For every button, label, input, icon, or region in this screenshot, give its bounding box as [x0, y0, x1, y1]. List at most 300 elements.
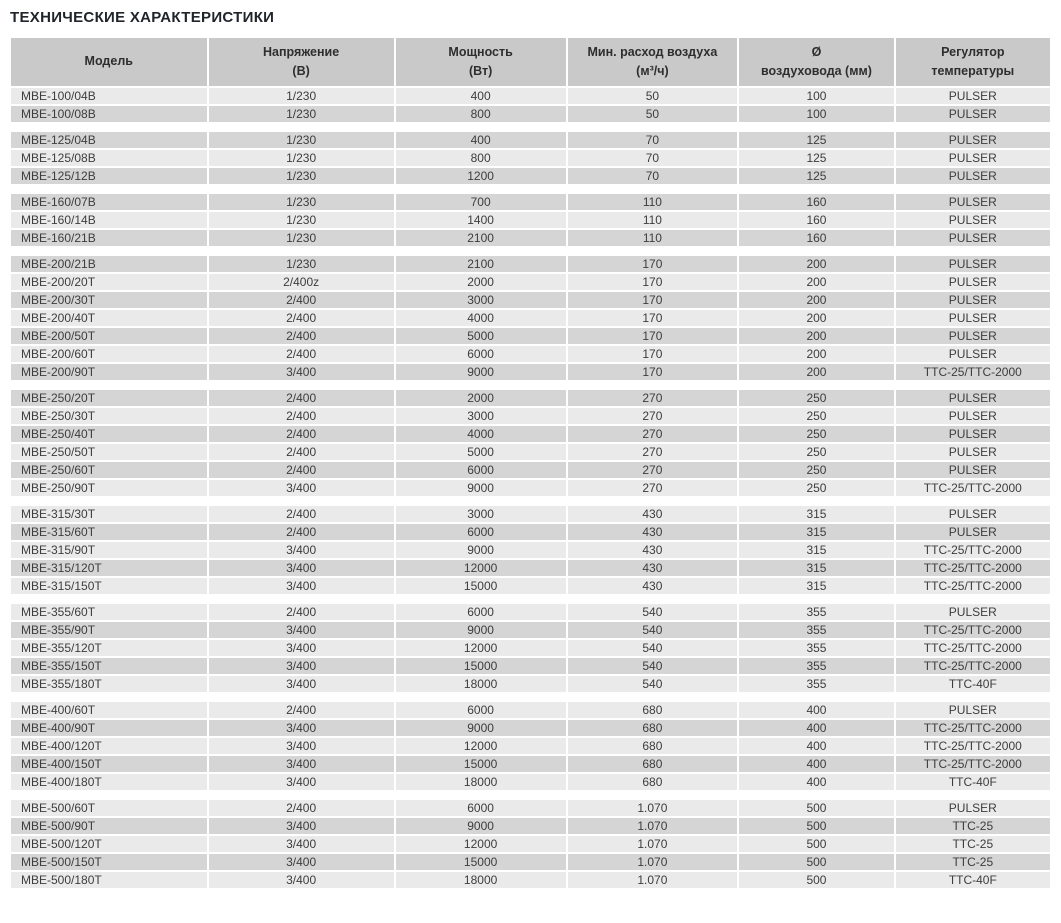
cell-power: 9000: [396, 364, 566, 380]
cell-temp-regulator: PULSER: [896, 390, 1050, 406]
cell-model: MBE-355/90T: [11, 622, 207, 638]
cell-duct-diameter: 200: [739, 256, 893, 272]
cell-min-airflow: 170: [568, 364, 738, 380]
cell-model: MBE-500/180T: [11, 872, 207, 888]
col-header-model: [11, 38, 207, 86]
table-row: [11, 542, 1050, 558]
cell-duct-diameter: 125: [739, 168, 893, 184]
cell-duct-diameter: 250: [739, 480, 893, 496]
cell-power: 800: [396, 150, 566, 166]
cell-model: MBE-315/90T: [11, 542, 207, 558]
cell-duct-diameter: 160: [739, 212, 893, 228]
cell-temp-regulator: PULSER: [896, 462, 1050, 478]
cell-temp-regulator: TTC-25/TTC-2000: [896, 578, 1050, 594]
cell-model: MBE-200/50T: [11, 328, 207, 344]
cell-min-airflow: 270: [568, 408, 738, 424]
cell-power: 6000: [396, 346, 566, 362]
col-header-power-label: Мощность: [448, 45, 513, 59]
cell-duct-diameter: 355: [739, 658, 893, 674]
cell-model: MBE-250/30T: [11, 408, 207, 424]
table-row: [11, 756, 1050, 772]
cell-duct-diameter: 500: [739, 836, 893, 852]
cell-min-airflow: 540: [568, 640, 738, 656]
table-row: [11, 524, 1050, 540]
cell-voltage: 2/400: [209, 506, 394, 522]
header-row: [11, 38, 1050, 86]
cell-power: 6000: [396, 702, 566, 718]
cell-temp-regulator: PULSER: [896, 310, 1050, 326]
cell-voltage: 2/400: [209, 292, 394, 308]
table-row: [11, 702, 1050, 718]
col-header-voltage: [209, 38, 394, 86]
cell-duct-diameter: 400: [739, 756, 893, 772]
cell-model: MBE-355/150T: [11, 658, 207, 674]
cell-temp-regulator: PULSER: [896, 150, 1050, 166]
col-header-temp-regulator-label: Регулятор: [941, 45, 1005, 59]
cell-min-airflow: 540: [568, 676, 738, 692]
cell-voltage: 2/400z: [209, 274, 394, 290]
cell-model: MBE-400/90T: [11, 720, 207, 736]
cell-voltage: 2/400: [209, 524, 394, 540]
cell-temp-regulator: PULSER: [896, 274, 1050, 290]
cell-min-airflow: 270: [568, 444, 738, 460]
table-row: [11, 168, 1050, 184]
cell-temp-regulator: PULSER: [896, 328, 1050, 344]
cell-power: 15000: [396, 756, 566, 772]
cell-min-airflow: 1.070: [568, 854, 738, 870]
table-row: [11, 658, 1050, 674]
table-row: [11, 292, 1050, 308]
table-row: [11, 256, 1050, 272]
cell-min-airflow: 540: [568, 604, 738, 620]
table-row: [11, 274, 1050, 290]
cell-voltage: 3/400: [209, 364, 394, 380]
table-row: [11, 346, 1050, 362]
page: [0, 9, 1061, 890]
cell-temp-regulator: PULSER: [896, 444, 1050, 460]
table-row: [11, 854, 1050, 870]
cell-model: MBE-400/60T: [11, 702, 207, 718]
cell-temp-regulator: PULSER: [896, 106, 1050, 122]
cell-temp-regulator: PULSER: [896, 230, 1050, 246]
cell-duct-diameter: 355: [739, 640, 893, 656]
specs-table: [9, 36, 1052, 890]
cell-power: 6000: [396, 604, 566, 620]
cell-model: MBE-200/60T: [11, 346, 207, 362]
cell-voltage: 3/400: [209, 640, 394, 656]
cell-power: 3000: [396, 506, 566, 522]
table-row: [11, 578, 1050, 594]
table-row: [11, 444, 1050, 460]
cell-min-airflow: 110: [568, 212, 738, 228]
cell-min-airflow: 540: [568, 622, 738, 638]
cell-duct-diameter: 400: [739, 738, 893, 754]
col-header-min-airflow-sub: (м³/ч): [636, 63, 669, 78]
page-title: ТЕХНИЧЕСКИЕ ХАРАКТЕРИСТИКИ: [10, 9, 275, 26]
cell-voltage: 1/230: [209, 194, 394, 210]
cell-min-airflow: 680: [568, 738, 738, 754]
col-header-duct-diameter-sub: воздуховода (мм): [761, 63, 872, 78]
cell-voltage: 1/230: [209, 230, 394, 246]
cell-model: MBE-100/04B: [11, 88, 207, 104]
cell-min-airflow: 170: [568, 346, 738, 362]
group-gap-cell: [11, 124, 1050, 130]
cell-duct-diameter: 100: [739, 106, 893, 122]
cell-voltage: 3/400: [209, 658, 394, 674]
cell-temp-regulator: PULSER: [896, 212, 1050, 228]
cell-voltage: 1/230: [209, 132, 394, 148]
cell-min-airflow: 1.070: [568, 872, 738, 888]
cell-duct-diameter: 200: [739, 310, 893, 326]
cell-voltage: 3/400: [209, 836, 394, 852]
cell-power: 9000: [396, 622, 566, 638]
cell-duct-diameter: 315: [739, 506, 893, 522]
cell-power: 12000: [396, 836, 566, 852]
table-row: [11, 390, 1050, 406]
cell-duct-diameter: 100: [739, 88, 893, 104]
cell-model: MBE-200/30T: [11, 292, 207, 308]
cell-min-airflow: 170: [568, 310, 738, 326]
table-row: [11, 194, 1050, 210]
cell-power: 800: [396, 106, 566, 122]
cell-temp-regulator: TTC-25/TTC-2000: [896, 720, 1050, 736]
cell-min-airflow: 50: [568, 88, 738, 104]
cell-min-airflow: 430: [568, 578, 738, 594]
cell-model: MBE-160/07B: [11, 194, 207, 210]
col-header-temp-regulator: [896, 38, 1050, 86]
cell-min-airflow: 110: [568, 230, 738, 246]
cell-duct-diameter: 200: [739, 328, 893, 344]
table-row: [11, 408, 1050, 424]
cell-power: 18000: [396, 774, 566, 790]
cell-power: 3000: [396, 292, 566, 308]
cell-power: 18000: [396, 676, 566, 692]
table-row: [11, 800, 1050, 816]
group-gap-cell: [11, 248, 1050, 254]
cell-voltage: 3/400: [209, 756, 394, 772]
cell-power: 1400: [396, 212, 566, 228]
cell-voltage: 2/400: [209, 310, 394, 326]
cell-duct-diameter: 250: [739, 462, 893, 478]
cell-power: 12000: [396, 560, 566, 576]
group-gap: [11, 694, 1050, 700]
cell-model: MBE-200/40T: [11, 310, 207, 326]
cell-duct-diameter: 400: [739, 720, 893, 736]
cell-power: 2000: [396, 274, 566, 290]
cell-voltage: 2/400: [209, 408, 394, 424]
cell-temp-regulator: PULSER: [896, 408, 1050, 424]
cell-min-airflow: 270: [568, 390, 738, 406]
col-header-min-airflow-label: Мин. расход воздуха: [587, 45, 718, 59]
table-row: [11, 836, 1050, 852]
cell-duct-diameter: 315: [739, 524, 893, 540]
cell-temp-regulator: TTC-25/TTC-2000: [896, 364, 1050, 380]
col-header-power-sub: (Вт): [468, 63, 493, 78]
cell-model: MBE-355/60T: [11, 604, 207, 620]
table-row: [11, 640, 1050, 656]
cell-voltage: 3/400: [209, 578, 394, 594]
cell-power: 5000: [396, 444, 566, 460]
cell-temp-regulator: TTC-25/TTC-2000: [896, 480, 1050, 496]
cell-model: MBE-355/180T: [11, 676, 207, 692]
cell-power: 15000: [396, 854, 566, 870]
cell-min-airflow: 1.070: [568, 800, 738, 816]
cell-duct-diameter: 315: [739, 542, 893, 558]
cell-min-airflow: 270: [568, 480, 738, 496]
cell-model: MBE-400/150T: [11, 756, 207, 772]
cell-power: 9000: [396, 720, 566, 736]
cell-temp-regulator: PULSER: [896, 800, 1050, 816]
cell-temp-regulator: PULSER: [896, 604, 1050, 620]
cell-voltage: 3/400: [209, 542, 394, 558]
cell-min-airflow: 430: [568, 560, 738, 576]
cell-duct-diameter: 500: [739, 800, 893, 816]
cell-voltage: 3/400: [209, 872, 394, 888]
cell-min-airflow: 680: [568, 774, 738, 790]
cell-temp-regulator: PULSER: [896, 346, 1050, 362]
cell-model: MBE-125/04B: [11, 132, 207, 148]
cell-temp-regulator: TTC-25: [896, 836, 1050, 852]
cell-min-airflow: 70: [568, 132, 738, 148]
table-row: [11, 150, 1050, 166]
cell-voltage: 3/400: [209, 774, 394, 790]
cell-temp-regulator: TTC-25: [896, 818, 1050, 834]
cell-voltage: 1/230: [209, 150, 394, 166]
cell-power: 6000: [396, 800, 566, 816]
cell-duct-diameter: 250: [739, 408, 893, 424]
cell-duct-diameter: 160: [739, 230, 893, 246]
cell-min-airflow: 540: [568, 658, 738, 674]
table-row: [11, 720, 1050, 736]
cell-power: 2100: [396, 256, 566, 272]
col-header-min-airflow: [568, 38, 738, 86]
cell-power: 5000: [396, 328, 566, 344]
group-gap: [11, 498, 1050, 504]
group-gap-cell: [11, 694, 1050, 700]
table-row: [11, 462, 1050, 478]
cell-min-airflow: 110: [568, 194, 738, 210]
cell-model: MBE-200/20T: [11, 274, 207, 290]
table-row: [11, 88, 1050, 104]
cell-min-airflow: 70: [568, 150, 738, 166]
cell-min-airflow: 170: [568, 274, 738, 290]
cell-power: 4000: [396, 310, 566, 326]
cell-duct-diameter: 250: [739, 444, 893, 460]
cell-voltage: 2/400: [209, 800, 394, 816]
table-row: [11, 310, 1050, 326]
cell-temp-regulator: TTC-25/TTC-2000: [896, 542, 1050, 558]
cell-voltage: 2/400: [209, 426, 394, 442]
cell-power: 4000: [396, 426, 566, 442]
cell-power: 15000: [396, 658, 566, 674]
cell-min-airflow: 1.070: [568, 818, 738, 834]
cell-model: MBE-250/40T: [11, 426, 207, 442]
cell-temp-regulator: PULSER: [896, 132, 1050, 148]
table-row: [11, 106, 1050, 122]
group-gap: [11, 124, 1050, 130]
cell-temp-regulator: PULSER: [896, 256, 1050, 272]
group-gap: [11, 596, 1050, 602]
cell-temp-regulator: TTC-25/TTC-2000: [896, 658, 1050, 674]
group-gap: [11, 792, 1050, 798]
cell-power: 2000: [396, 390, 566, 406]
cell-model: MBE-500/90T: [11, 818, 207, 834]
cell-temp-regulator: PULSER: [896, 506, 1050, 522]
group-gap-cell: [11, 186, 1050, 192]
cell-power: 6000: [396, 462, 566, 478]
cell-power: 9000: [396, 480, 566, 496]
table-row: [11, 426, 1050, 442]
col-header-duct-diameter: [739, 38, 893, 86]
cell-power: 15000: [396, 578, 566, 594]
cell-duct-diameter: 200: [739, 346, 893, 362]
cell-temp-regulator: TTC-40F: [896, 774, 1050, 790]
group-gap: [11, 248, 1050, 254]
cell-temp-regulator: PULSER: [896, 292, 1050, 308]
cell-duct-diameter: 315: [739, 560, 893, 576]
cell-model: MBE-250/20T: [11, 390, 207, 406]
group-gap-cell: [11, 382, 1050, 388]
cell-power: 3000: [396, 408, 566, 424]
cell-model: MBE-315/120T: [11, 560, 207, 576]
cell-min-airflow: 170: [568, 292, 738, 308]
table-row: [11, 604, 1050, 620]
col-header-voltage-sub: (В): [292, 63, 310, 78]
cell-model: MBE-100/08B: [11, 106, 207, 122]
cell-temp-regulator: PULSER: [896, 88, 1050, 104]
cell-duct-diameter: 500: [739, 854, 893, 870]
table-row: [11, 230, 1050, 246]
cell-voltage: 3/400: [209, 560, 394, 576]
cell-voltage: 2/400: [209, 346, 394, 362]
cell-min-airflow: 430: [568, 506, 738, 522]
cell-power: 18000: [396, 872, 566, 888]
group-gap-cell: [11, 596, 1050, 602]
col-header-temp-regulator-sub: температуры: [931, 63, 1015, 78]
cell-power: 12000: [396, 738, 566, 754]
col-header-voltage-label: Напряжение: [263, 45, 340, 59]
cell-power: 6000: [396, 524, 566, 540]
cell-temp-regulator: PULSER: [896, 168, 1050, 184]
cell-min-airflow: 680: [568, 756, 738, 772]
table-row: [11, 676, 1050, 692]
cell-voltage: 2/400: [209, 462, 394, 478]
cell-min-airflow: 680: [568, 720, 738, 736]
cell-temp-regulator: TTC-25: [896, 854, 1050, 870]
cell-temp-regulator: TTC-40F: [896, 872, 1050, 888]
cell-duct-diameter: 200: [739, 364, 893, 380]
cell-voltage: 3/400: [209, 854, 394, 870]
cell-min-airflow: 270: [568, 426, 738, 442]
cell-voltage: 3/400: [209, 720, 394, 736]
cell-voltage: 2/400: [209, 328, 394, 344]
cell-min-airflow: 1.070: [568, 836, 738, 852]
cell-duct-diameter: 400: [739, 774, 893, 790]
cell-duct-diameter: 355: [739, 676, 893, 692]
cell-duct-diameter: 250: [739, 390, 893, 406]
cell-duct-diameter: 200: [739, 274, 893, 290]
cell-model: MBE-200/21B: [11, 256, 207, 272]
table-row: [11, 872, 1050, 888]
cell-min-airflow: 680: [568, 702, 738, 718]
cell-temp-regulator: PULSER: [896, 426, 1050, 442]
table-row: [11, 818, 1050, 834]
cell-voltage: 3/400: [209, 622, 394, 638]
cell-voltage: 2/400: [209, 390, 394, 406]
table-row: [11, 738, 1050, 754]
cell-model: MBE-200/90T: [11, 364, 207, 380]
cell-power: 400: [396, 132, 566, 148]
group-gap: [11, 382, 1050, 388]
cell-model: MBE-250/90T: [11, 480, 207, 496]
cell-duct-diameter: 355: [739, 622, 893, 638]
cell-min-airflow: 70: [568, 168, 738, 184]
cell-voltage: 2/400: [209, 604, 394, 620]
cell-temp-regulator: TTC-25/TTC-2000: [896, 622, 1050, 638]
col-header-duct-diameter-label: Ø: [811, 45, 822, 59]
group-gap-cell: [11, 498, 1050, 504]
cell-duct-diameter: 400: [739, 702, 893, 718]
cell-temp-regulator: PULSER: [896, 194, 1050, 210]
cell-model: MBE-400/120T: [11, 738, 207, 754]
cell-model: MBE-250/50T: [11, 444, 207, 460]
cell-temp-regulator: PULSER: [896, 524, 1050, 540]
cell-model: MBE-500/150T: [11, 854, 207, 870]
cell-voltage: 2/400: [209, 702, 394, 718]
cell-duct-diameter: 500: [739, 818, 893, 834]
cell-model: MBE-160/21B: [11, 230, 207, 246]
table-row: [11, 328, 1050, 344]
table-row: [11, 560, 1050, 576]
cell-voltage: 1/230: [209, 212, 394, 228]
col-header-model-label: Модель: [84, 54, 133, 69]
cell-voltage: 3/400: [209, 738, 394, 754]
cell-model: MBE-500/60T: [11, 800, 207, 816]
cell-duct-diameter: 200: [739, 292, 893, 308]
cell-power: 400: [396, 88, 566, 104]
cell-temp-regulator: TTC-25/TTC-2000: [896, 738, 1050, 754]
cell-model: MBE-250/60T: [11, 462, 207, 478]
cell-model: MBE-315/30T: [11, 506, 207, 522]
cell-duct-diameter: 125: [739, 132, 893, 148]
table-row: [11, 506, 1050, 522]
cell-min-airflow: 170: [568, 328, 738, 344]
cell-temp-regulator: TTC-40F: [896, 676, 1050, 692]
cell-voltage: 1/230: [209, 256, 394, 272]
cell-model: MBE-125/12B: [11, 168, 207, 184]
cell-duct-diameter: 125: [739, 150, 893, 166]
cell-voltage: 1/230: [209, 88, 394, 104]
cell-min-airflow: 170: [568, 256, 738, 272]
cell-model: MBE-400/180T: [11, 774, 207, 790]
cell-power: 700: [396, 194, 566, 210]
group-gap: [11, 186, 1050, 192]
cell-duct-diameter: 315: [739, 578, 893, 594]
cell-min-airflow: 50: [568, 106, 738, 122]
cell-voltage: 3/400: [209, 818, 394, 834]
cell-power: 2100: [396, 230, 566, 246]
cell-voltage: 3/400: [209, 480, 394, 496]
cell-model: MBE-500/120T: [11, 836, 207, 852]
cell-temp-regulator: PULSER: [896, 702, 1050, 718]
cell-power: 1200: [396, 168, 566, 184]
group-gap-cell: [11, 792, 1050, 798]
cell-model: MBE-125/08B: [11, 150, 207, 166]
table-row: [11, 480, 1050, 496]
cell-model: MBE-355/120T: [11, 640, 207, 656]
cell-temp-regulator: TTC-25/TTC-2000: [896, 756, 1050, 772]
cell-power: 9000: [396, 818, 566, 834]
